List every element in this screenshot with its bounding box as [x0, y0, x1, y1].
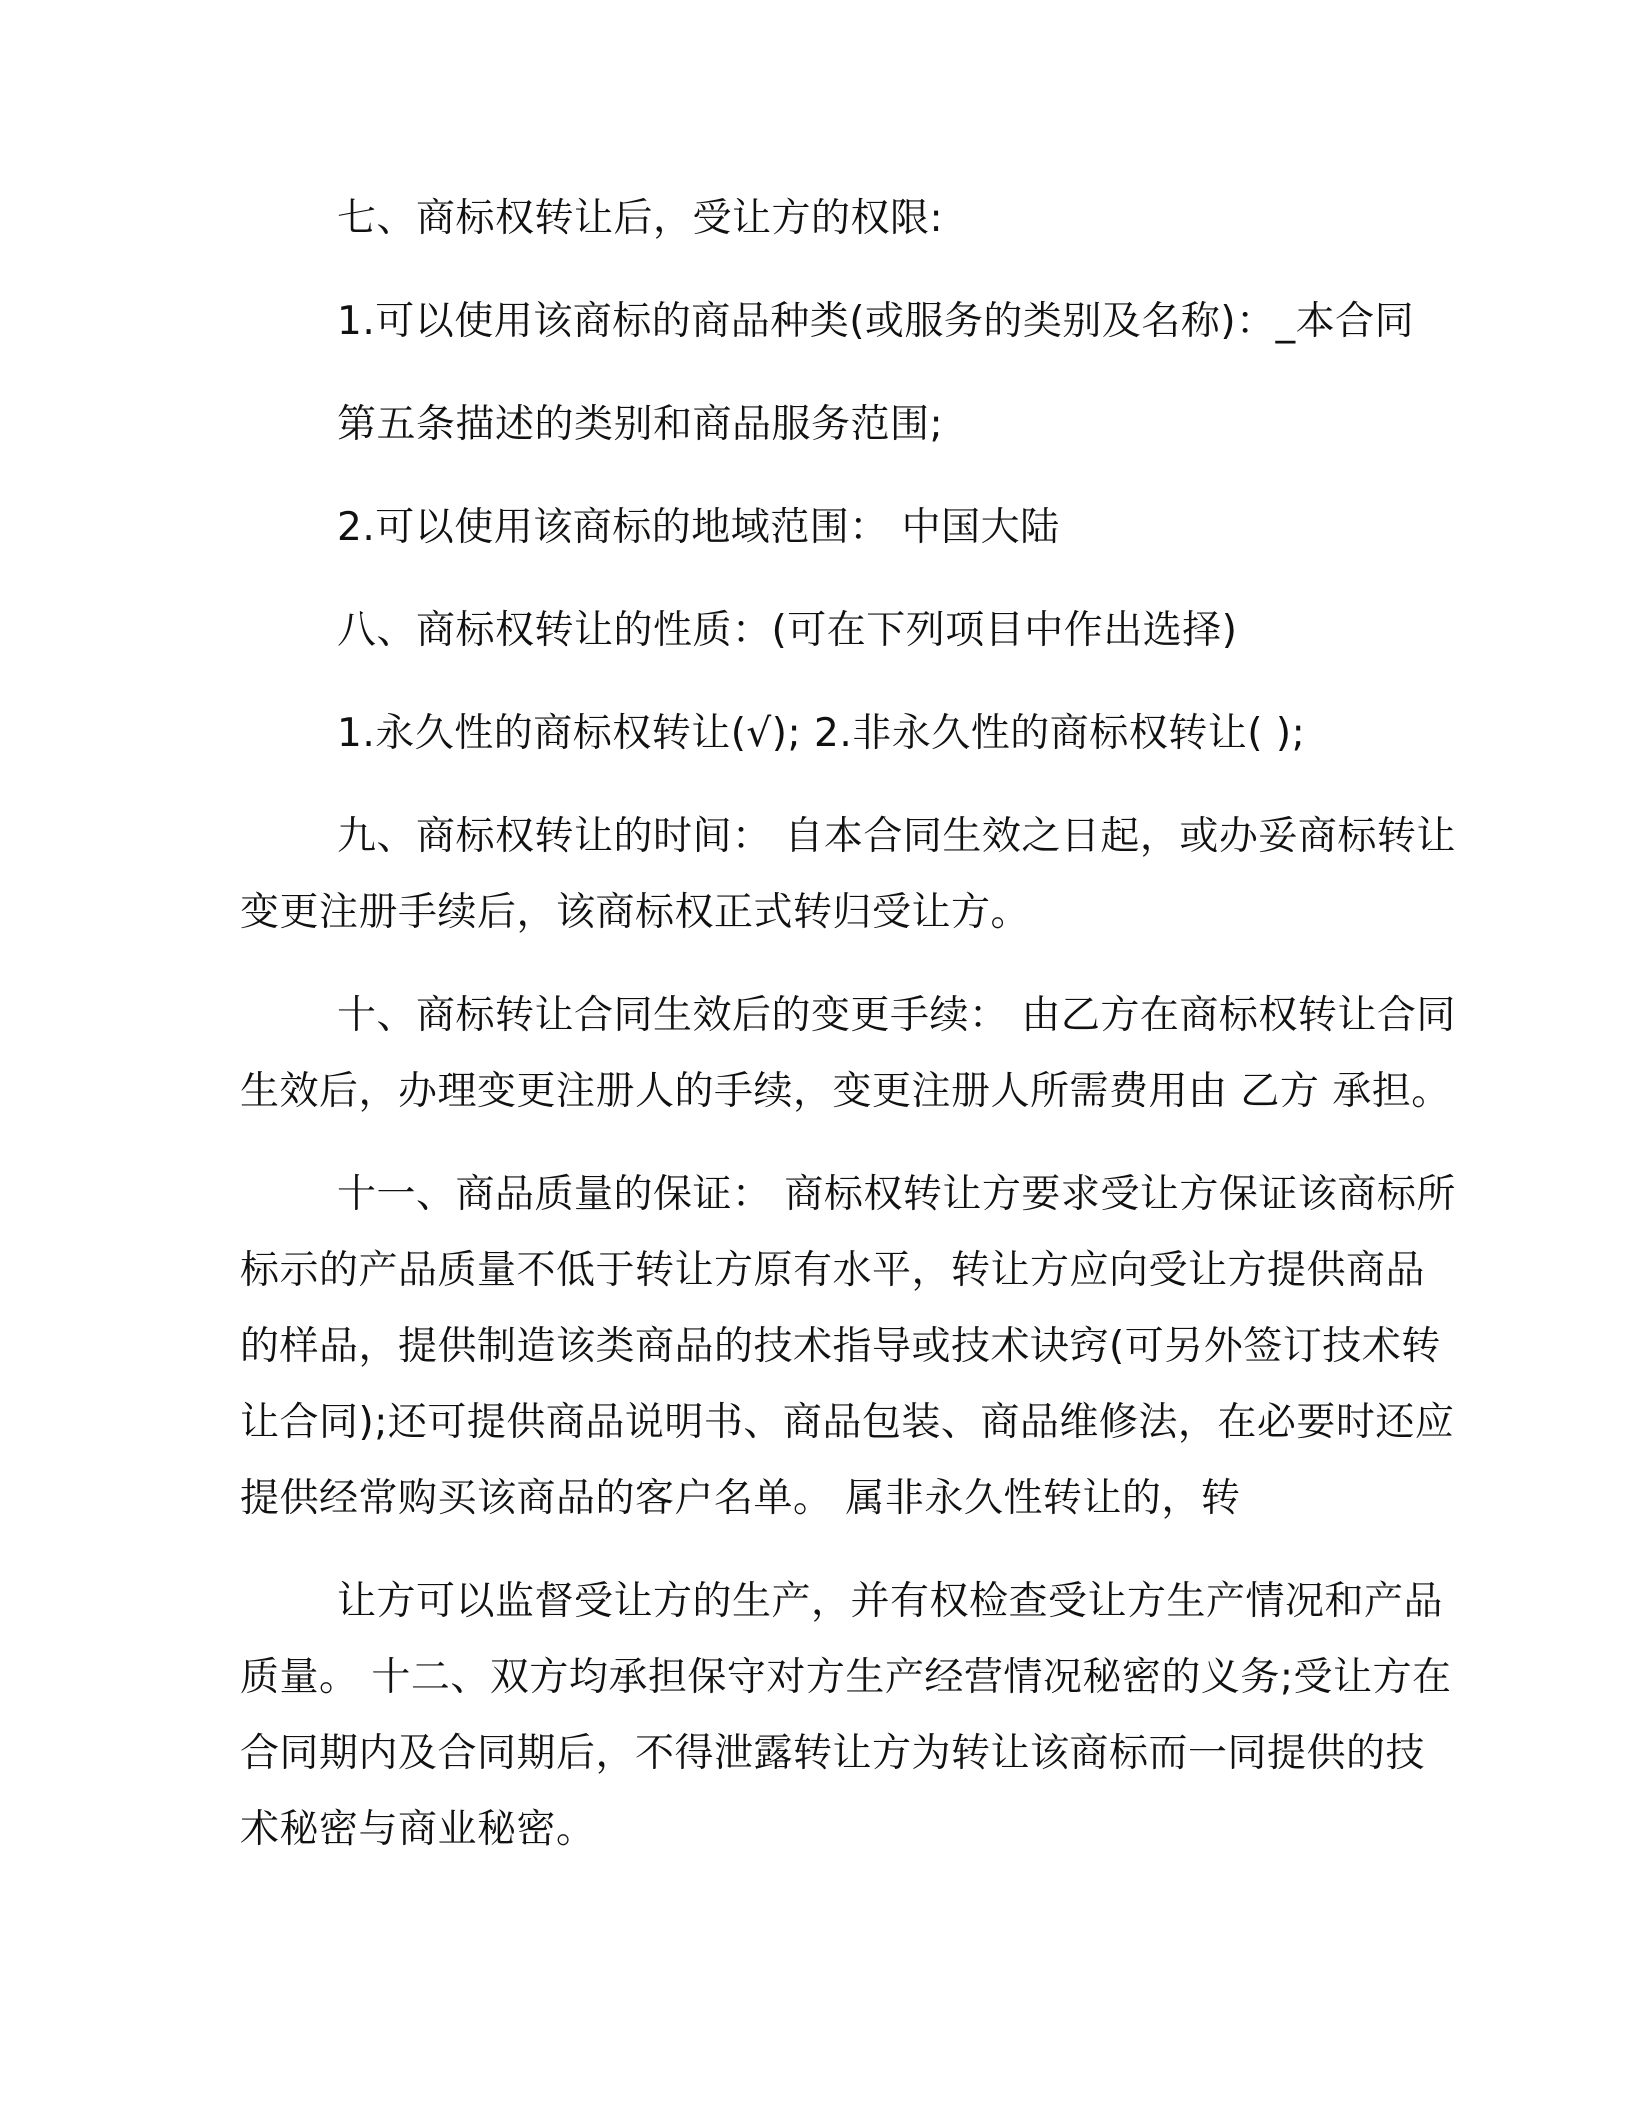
- clause-12-line-3: 术秘密与商业秘密。: [240, 1807, 596, 1852]
- clause-10-line-1: 十、商标转让合同生效后的变更手续： 由乙方在商标权转让合同: [337, 993, 1456, 1038]
- clause-9-line-1: 九、商标权转让的时间： 自本合同生效之日起，或办妥商标转让: [337, 814, 1456, 859]
- clause-11-line-3: 的样品，提供制造该类商品的技术指导或技术诀窍(可另外签订技术转: [240, 1324, 1441, 1369]
- clause-11-line-6: 让方可以监督受让方的生产，并有权检查受让方生产情况和产品: [337, 1579, 1444, 1624]
- clause-10-line-2: 生效后，办理变更注册人的手续，变更注册人所需费用由 乙方 承担。: [240, 1069, 1451, 1114]
- clause-7-item-1: 1.可以使用该商标的商品种类(或服务的类别及名称)：_本合同: [337, 299, 1415, 344]
- clause-7-heading: 七、商标权转让后，受让方的权限:: [337, 196, 944, 241]
- clause-12-line-1: 质量。 十二、双方均承担保守对方生产经营情况秘密的义务;受让方在: [240, 1655, 1452, 1700]
- clause-11-line-2: 标示的产品质量不低于转让方原有水平，转让方应向受让方提供商品: [240, 1248, 1426, 1293]
- clause-11-line-4: 让合同);还可提供商品说明书、商品包装、商品维修法，在必要时还应: [240, 1400, 1455, 1445]
- clause-11-line-5: 提供经常购买该商品的客户名单。 属非永久性转让的，转: [240, 1476, 1241, 1521]
- clause-8-options: 1.永久性的商标权转让(√); 2.非永久性的商标权转让( );: [337, 711, 1306, 756]
- clause-7-item-1-continued: 第五条描述的类别和商品服务范围;: [337, 402, 944, 447]
- clause-7-item-2: 2.可以使用该商标的地域范围： 中国大陆: [337, 505, 1060, 550]
- clause-12-line-2: 合同期内及合同期后，不得泄露转让方为转让该商标而一同提供的技: [240, 1731, 1426, 1776]
- clause-11-line-1: 十一、商品质量的保证： 商标权转让方要求受让方保证该商标所: [337, 1172, 1456, 1217]
- clause-8-heading: 八、商标权转让的性质：(可在下列项目中作出选择): [337, 608, 1238, 653]
- clause-9-line-2: 变更注册手续后，该商标权正式转归受让方。: [240, 890, 1031, 935]
